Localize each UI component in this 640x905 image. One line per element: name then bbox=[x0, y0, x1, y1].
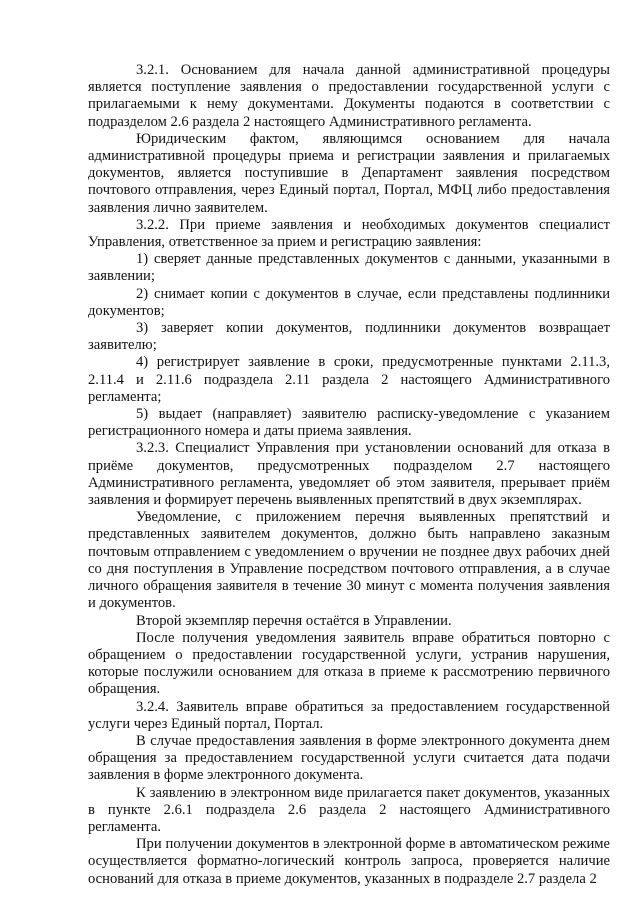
paragraph-notification: Уведомление, с приложением перечня выявленных препятствий и представленных заявителем документов, должно быть направлено заказным почтовым отправлением с уведомлением о вручении не позднее двух рабочих дней со дня поступления в Управление посредством почтового отправления, а в случае личного обращения заявителя в течение 30 минут с момента получения заявления и документов. bbox=[88, 509, 610, 612]
paragraph-repeat-request: После получения уведомления заявитель вправе обратиться повторно с обращением о предоставлении государственной услуги, устранив нарушения, которые послужили основанием для отказа в приеме к рассмотрению первичного обращения. bbox=[88, 629, 610, 698]
paragraph-electronic-package: К заявлению в электронном виде прилагается пакет документов, указанных в пункте 2.6.1 подраздела 2.6 раздела 2 настоящего Административного регламента. bbox=[88, 784, 610, 835]
list-item-2: 2) снимает копии с документов в случае, если представлены подлинники документов; bbox=[88, 285, 610, 319]
list-item-4: 4) регистрирует заявление в сроки, предусмотренные пунктами 2.11.3, 2.11.4 и 2.11.6 подраздела 2.11 раздела 2 настоящего Административного регламента; bbox=[88, 354, 610, 405]
list-item-1: 1) сверяет данные представленных документов с данными, указанными в заявлении; bbox=[88, 251, 610, 285]
document-body bbox=[88, 62, 610, 888]
list-item-3: 3) заверяет копии документов, подлинники документов возвращает заявителю; bbox=[88, 320, 610, 354]
paragraph-automatic-check: При получении документов в электронной форме в автоматическом режиме осуществляется форматно-логический контроль запроса, проверяется наличие оснований для отказа в приеме документов, указанных в подразделе 2.7 раздела 2 bbox=[88, 836, 610, 887]
paragraph-3-2-4: 3.2.4. Заявитель вправе обратиться за предоставлением государственной услуги через Единый портал, Портал. bbox=[88, 698, 610, 732]
list-item-5: 5) выдает (направляет) заявителю расписку-уведомление с указанием регистрационного номера и даты приема заявления. bbox=[88, 406, 610, 440]
paragraph-second-copy: Второй экземпляр перечня остаётся в Управлении. bbox=[136, 612, 452, 629]
paragraph-legal-fact: Юридическим фактом, являющимся основанием для начала административной процедуры приема и регистрации заявления и прилагаемых документов, является поступившие в Департамент заявления посредством почтового отправления, через Единый портал, Портал, МФЦ либо предоставления заявления лично заявителем. bbox=[88, 130, 610, 216]
paragraph-3-2-2: 3.2.2. При приеме заявления и необходимых документов специалист Управления, ответственное за прием и регистрацию заявления: bbox=[88, 216, 610, 251]
paragraph-3-2-3: 3.2.3. Специалист Управления при установлении оснований для отказа в приёме документов, предусмотренных подразделом 2.7 настоящего Административного регламента, уведомляет об этом заявителя, прерывает приём заявления и формирует перечень выявленных препятствий в двух экземплярах. bbox=[88, 440, 610, 509]
paragraph-3-2-1: 3.2.1. Основанием для начала данной административной процедуры является поступление заявления о предоставлении государственной услуги с прилагаемыми к нему документами. Документы подаются в соответствии с подразделом 2.6 раздела 2 настоящего Административного регламента. bbox=[88, 62, 610, 130]
paragraph-electronic-date: В случае предоставления заявления в форме электронного документа днем обращения за предоставлением государственной услуги считается дата подачи заявления в форме электронного документа. bbox=[88, 732, 610, 784]
